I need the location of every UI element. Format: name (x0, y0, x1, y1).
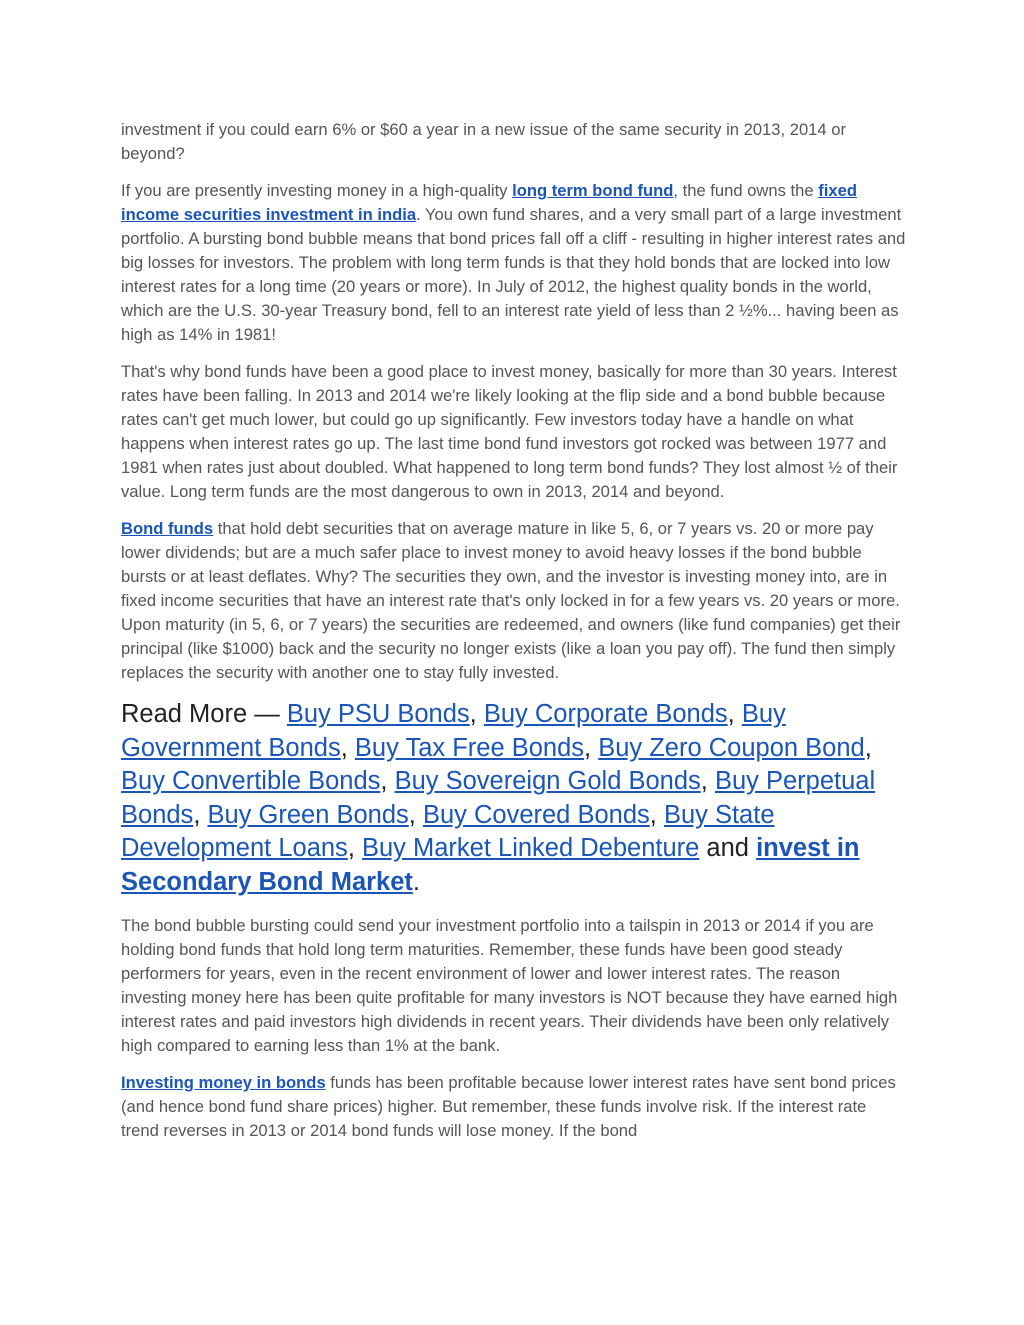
read-more-link[interactable]: Buy Corporate Bonds (483, 700, 728, 728)
long-term-bond-fund-link[interactable]: long term bond fund (512, 181, 674, 200)
read-more-link[interactable]: Buy Convertible Bonds (121, 767, 381, 796)
read-more-link[interactable]: Buy Green Bonds (207, 800, 409, 829)
paragraph-investing-in-bonds: Investing money in bonds funds has been profitable because lower interest rates have sent bond prices (and hence bond fund share prices) higher. But remember, these funds involve risk. If the interest rate trend reverses in 2013 or 2014 bond funds will lose money. If the bond (121, 1072, 896, 1140)
read-more-link[interactable]: Buy Market Linked Debenture (361, 834, 700, 863)
read-more-link[interactable]: Buy Tax Free Bonds (354, 733, 585, 762)
paragraph-intro: investment if you could earn 6% or $60 a year in a new issue of the same security in 2013, 2014 or beyond? (121, 120, 847, 163)
secondary-bond-market-link[interactable]: invest in Secondary Bond Market (121, 834, 860, 896)
paragraph-short-term-funds: Bond funds that hold debt securities that on average mature in like 5, 6, or 7 years vs. 20 or more pay lower dividends; but are a much safer place to invest money to avoid heavy losses if the bond bubble bursts or at least deflates. Why? The securities they own, and the investor is investing money into, are in fixed income securities that have an interest rate that's only locked in for a few years vs. 20 years or more. Upon maturity (in 5, 6, or 7 years) the securities are redeemed, and owners (like fund companies) get their principal (like $1000) back and the security no longer exists (like a loan you pay off). The fund then simply replaces the security with another one to stay fully invested. (121, 519, 901, 682)
paragraph-bubble-bursting: The bond bubble bursting could send your investment portfolio into a tailspin in 2013 or 2014 if you are holding bond funds that hold long term maturities. Remember, these funds have been good steady performers for years, even in the recent environment of lower and lower interest rates. The reason investing money here has been quite profitable for many investors is NOT because they have earned high interest rates and paid investors high dividends in recent years. Their dividends have been only relatively high compared to earning less than 1% at the bank. (121, 915, 898, 1055)
read-more-link[interactable]: Buy Government Bonds (121, 700, 786, 762)
read-more-link[interactable]: Buy Sovereign Gold Bonds (394, 767, 701, 796)
read-more-link[interactable]: Buy Zero Coupon Bond (598, 733, 865, 762)
read-more-link[interactable]: Buy State Development Loans (121, 800, 775, 863)
read-more-section: Read More — Buy PSU Bonds, Buy Corporate Bonds, Buy Government Bonds, Buy Tax Free Bonds, Buy Zero Coupon Bond, Buy Convertible Bonds, Buy Sovereign Gold Bonds, Buy Perpetual Bonds, Buy Green Bonds, Buy Covered Bonds, Buy State Development Loans, Buy Market Linked Debenture and invest in Secondary Bond Market. (121, 700, 876, 896)
paragraph-long-term-funds: If you are presently investing money in a high-quality long term bond fund, the fund owns the fixed income securities investment in india. You own fund shares, and a very small part of a large investment portfolio. A bursting bond bubble means that bond prices fall off a cliff - resulting in higher interest rates and big losses for investors. The problem with long term funds is that they hold bonds that are locked into low interest rates for a long time (20 years or more). In July of 2012, the highest quality bonds in the world, which are the U.S. 30-year Treasury bond, fell to an interest rate yield of less than 2 ½%... having been as high as 14% in 1981! (121, 181, 906, 344)
read-more-link[interactable]: Buy Covered Bonds (422, 800, 650, 829)
investing-money-in-bonds-link[interactable]: Investing money in bonds (121, 1072, 326, 1092)
bond-funds-link[interactable]: Bond funds (121, 519, 214, 538)
read-more-link[interactable]: Buy PSU Bonds (286, 700, 470, 728)
paragraph-bond-bubble: That's why bond funds have been a good place to invest money, basically for more than 30 years. Interest rates have been falling. In 2013 and 2014 we're likely looking at the flip side and a bond bubble because rates can't get much lower, but could go up significantly. Few investors today have a handle on what happens when interest rates go up. The last time bond fund investors got rocked was between 1977 and 1981 when rates just about doubled. What happened to long term bond funds? They lost almost ½ of their value. Long term funds are the most dangerous to own in 2013, 2014 and beyond. (121, 362, 898, 501)
article-body (121, 118, 906, 1156)
read-more-link[interactable]: Buy Perpetual Bonds (121, 767, 876, 829)
fixed-income-securities-link[interactable]: fixed income securities investment in india (121, 181, 857, 224)
